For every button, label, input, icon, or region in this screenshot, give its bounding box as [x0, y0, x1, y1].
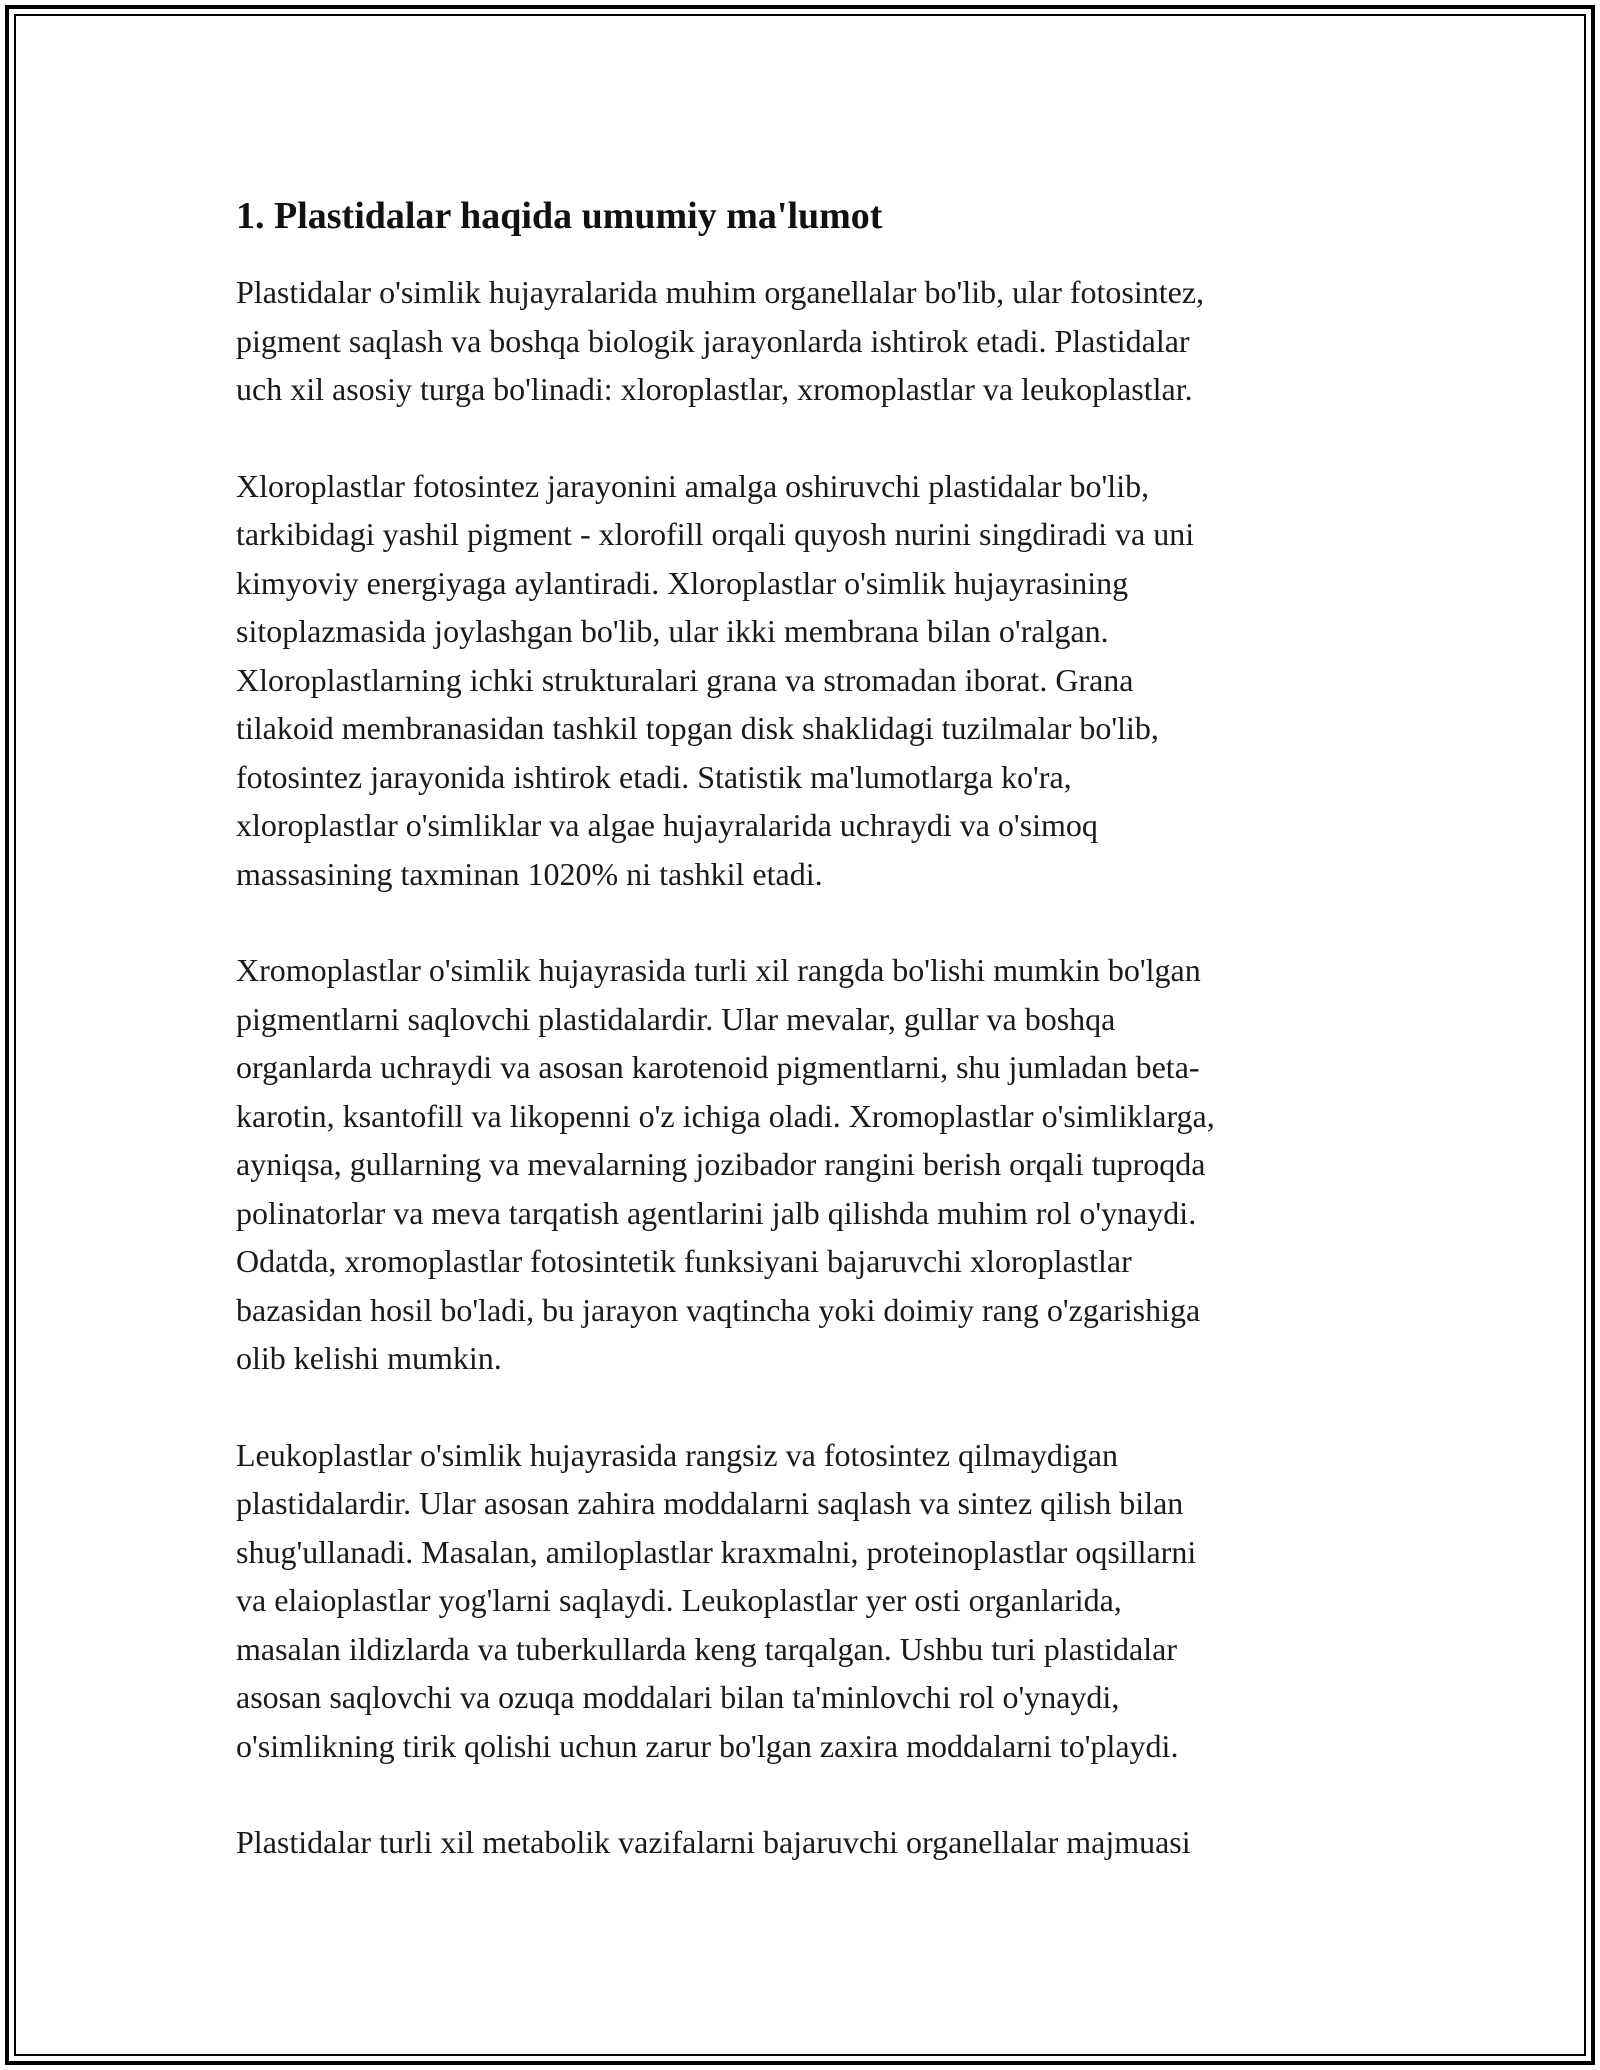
- text-line: masalan ildizlarda va tuberkullarda keng tarqalgan. Ushbu turi plastidalar: [236, 1630, 1177, 1667]
- text-line: Xromoplastlar o'simlik hujayrasida turli xil rangda bo'lishi mumkin bo'lgan: [236, 952, 1201, 988]
- text-line: karotin, ksantofill va likopenni o'z ichiga oladi. Xromoplastlar o'simliklarga,: [236, 1097, 1215, 1134]
- text-line: shug'ullanadi. Masalan, amiloplastlar kraxmalni, proteinoplastlar oqsillarni: [236, 1533, 1197, 1570]
- text-line: Odatda, xromoplastlar fotosintetik funksiyani bajaruvchi xloroplastlar: [236, 1243, 1132, 1279]
- text-line: Xloroplastlarning ichki strukturalari grana va stromadan iborat. Grana: [236, 661, 1134, 698]
- text-line: Plastidalar o'simlik hujayralarida muhim organellalar bo'lib, ular fotosintez,: [236, 274, 1205, 310]
- paragraph-leukoplasts: [236, 1431, 1376, 1771]
- text-line: massasining taxminan 1020% ni tashkil etadi.: [236, 855, 823, 892]
- text-line: bazasidan hosil bo'ladi, bu jarayon vaqtincha yoki doimiy rang o'zgarishiga: [236, 1291, 1201, 1328]
- paragraph-intro: [236, 268, 1376, 414]
- paragraph-summary: [236, 1818, 1376, 1867]
- text-line: fotosintez jarayonida ishtirok etadi. Statistik ma'lumotlarga ko'ra,: [236, 758, 1072, 795]
- text-line: pigment saqlash va boshqa biologik jarayonlarda ishtirok etadi. Plastidalar: [236, 322, 1190, 359]
- text-line: Xloroplastlar fotosintez jarayonini amalga oshiruvchi plastidalar bo'lib,: [236, 467, 1150, 504]
- text-line: o'simlikning tirik qolishi uchun zarur bo'lgan zaxira moddalarni to'playdi.: [236, 1727, 1179, 1764]
- text-line: organlarda uchraydi va asosan karotenoid pigmentlarni, shu jumladan beta-: [236, 1049, 1200, 1085]
- text-line: polinatorlar va meva tarqatish agentlarini jalb qilishda muhim rol o'ynaydi.: [236, 1194, 1197, 1231]
- text-line: kimyoviy energiyaga aylantiradi. Xloroplastlar o'simlik hujayrasining: [236, 564, 1129, 601]
- text-line: pigmentlarni saqlovchi plastidalardir. Ular mevalar, gullar va boshqa: [236, 1000, 1116, 1037]
- text-line: ayniqsa, gullarning va mevalarning jozibador rangini berish orqali tuproqda: [236, 1146, 1206, 1182]
- text-line: Plastidalar turli xil metabolik vazifalarni bajaruvchi organellalar majmuasi: [236, 1824, 1191, 1860]
- text-line: olib kelishi mumkin.: [236, 1340, 502, 1376]
- text-line: xloroplastlar o'simliklar va algae hujayralarida uchraydi va o'simoq: [236, 807, 1098, 843]
- paragraph-chloroplasts: [236, 462, 1376, 899]
- text-line: sitoplazmasida joylashgan bo'lib, ular ikki membrana bilan o'ralgan.: [236, 613, 1109, 649]
- text-line: asosan saqlovchi va ozuqa moddalari bilan ta'minlovchi rol o'ynaydi,: [236, 1679, 1120, 1715]
- text-line: Leukoplastlar o'simlik hujayrasida rangsiz va fotosintez qilmaydigan: [236, 1436, 1118, 1473]
- text-line: plastidalardir. Ular asosan zahira moddalarni saqlash va sintez qilish bilan: [236, 1485, 1184, 1521]
- text-line: uch xil asosiy turga bo'linadi: xloroplastlar, xromoplastlar va leukoplastlar.: [236, 371, 1193, 407]
- document-body: [236, 186, 1376, 1915]
- text-line: tilakoid membranasidan tashkil topgan disk shaklidagi tuzilmalar bo'lib,: [236, 710, 1159, 746]
- text-line: va elaioplastlar yog'larni saqlaydi. Leukoplastlar yer osti organlarida,: [236, 1582, 1122, 1618]
- paragraph-chromoplasts: [236, 946, 1376, 1383]
- text-line: tarkibidagi yashil pigment - xlorofill orqali quyosh nurini singdiradi va uni: [236, 516, 1195, 552]
- section-heading: 1. Plastidalar haqida umumiy ma'lumot: [236, 195, 883, 237]
